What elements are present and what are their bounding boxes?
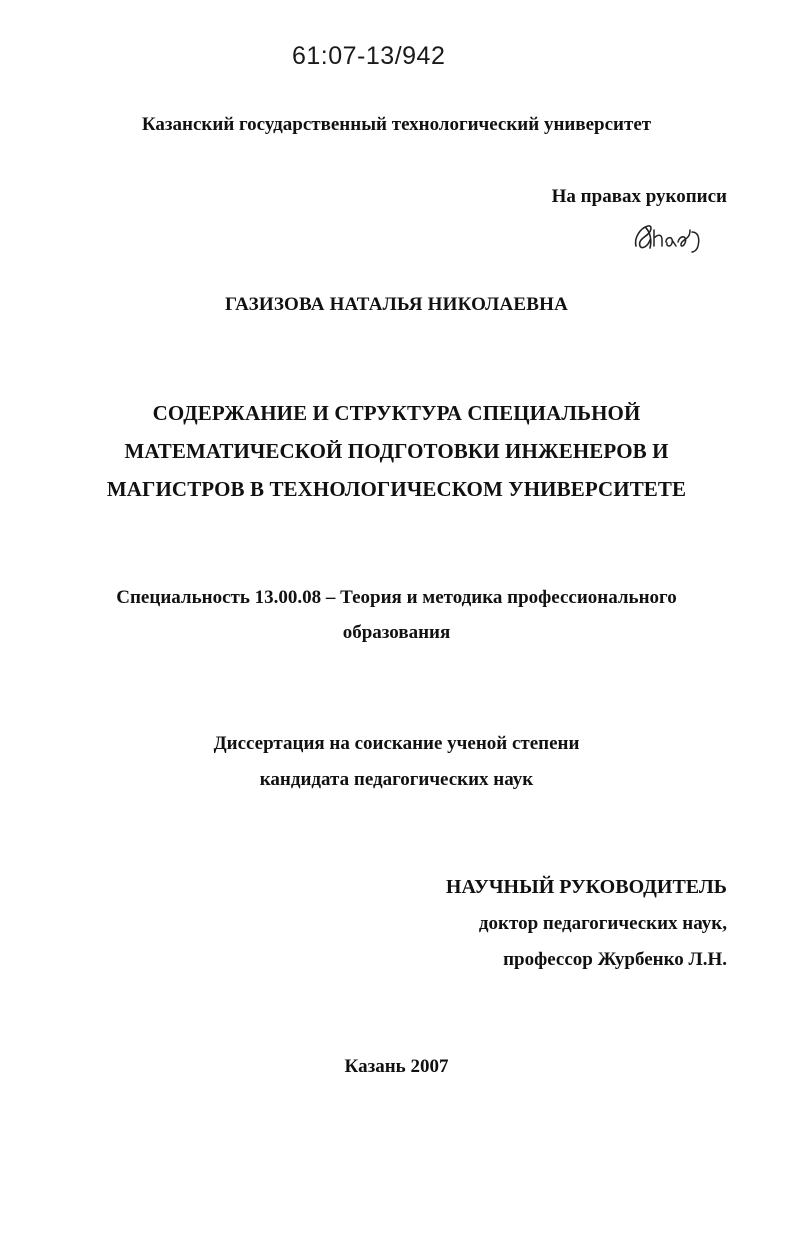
rights-note: На правах рукописи (551, 186, 727, 207)
supervisor-degree: доктор педагогических наук, (478, 913, 727, 934)
thesis-title-line: МАТЕМАТИЧЕСКОЙ ПОДГОТОВКИ ИНЖЕНЕРОВ И (124, 439, 669, 463)
archive-code-stamp: 61:07-13/942 (292, 42, 446, 70)
university-name: Казанский государственный технологический университет (141, 114, 652, 135)
supervisor-name: профессор Журбенко Л.Н. (503, 949, 727, 970)
dissertation-type-line: Диссертация на соискание ученой степени (213, 733, 580, 754)
handwritten-signature (630, 216, 710, 256)
specialty-line: Специальность 13.00.08 – Теория и методика профессионального (116, 587, 677, 608)
thesis-title-line: МАГИСТРОВ В ТЕХНОЛОГИЧЕСКОМ УНИВЕРСИТЕТЕ (106, 477, 687, 501)
dissertation-type-line: кандидата педагогических наук (259, 769, 534, 790)
author-name: ГАЗИЗОВА НАТАЛЬЯ НИКОЛАЕВНА (224, 294, 569, 315)
specialty-line: образования (342, 622, 451, 643)
city-year: Казань 2007 (344, 1056, 449, 1077)
supervisor-heading: НАУЧНЫЙ РУКОВОДИТЕЛЬ (445, 876, 727, 898)
thesis-title-line: СОДЕРЖАНИЕ И СТРУКТУРА СПЕЦИАЛЬНОЙ (152, 401, 641, 425)
